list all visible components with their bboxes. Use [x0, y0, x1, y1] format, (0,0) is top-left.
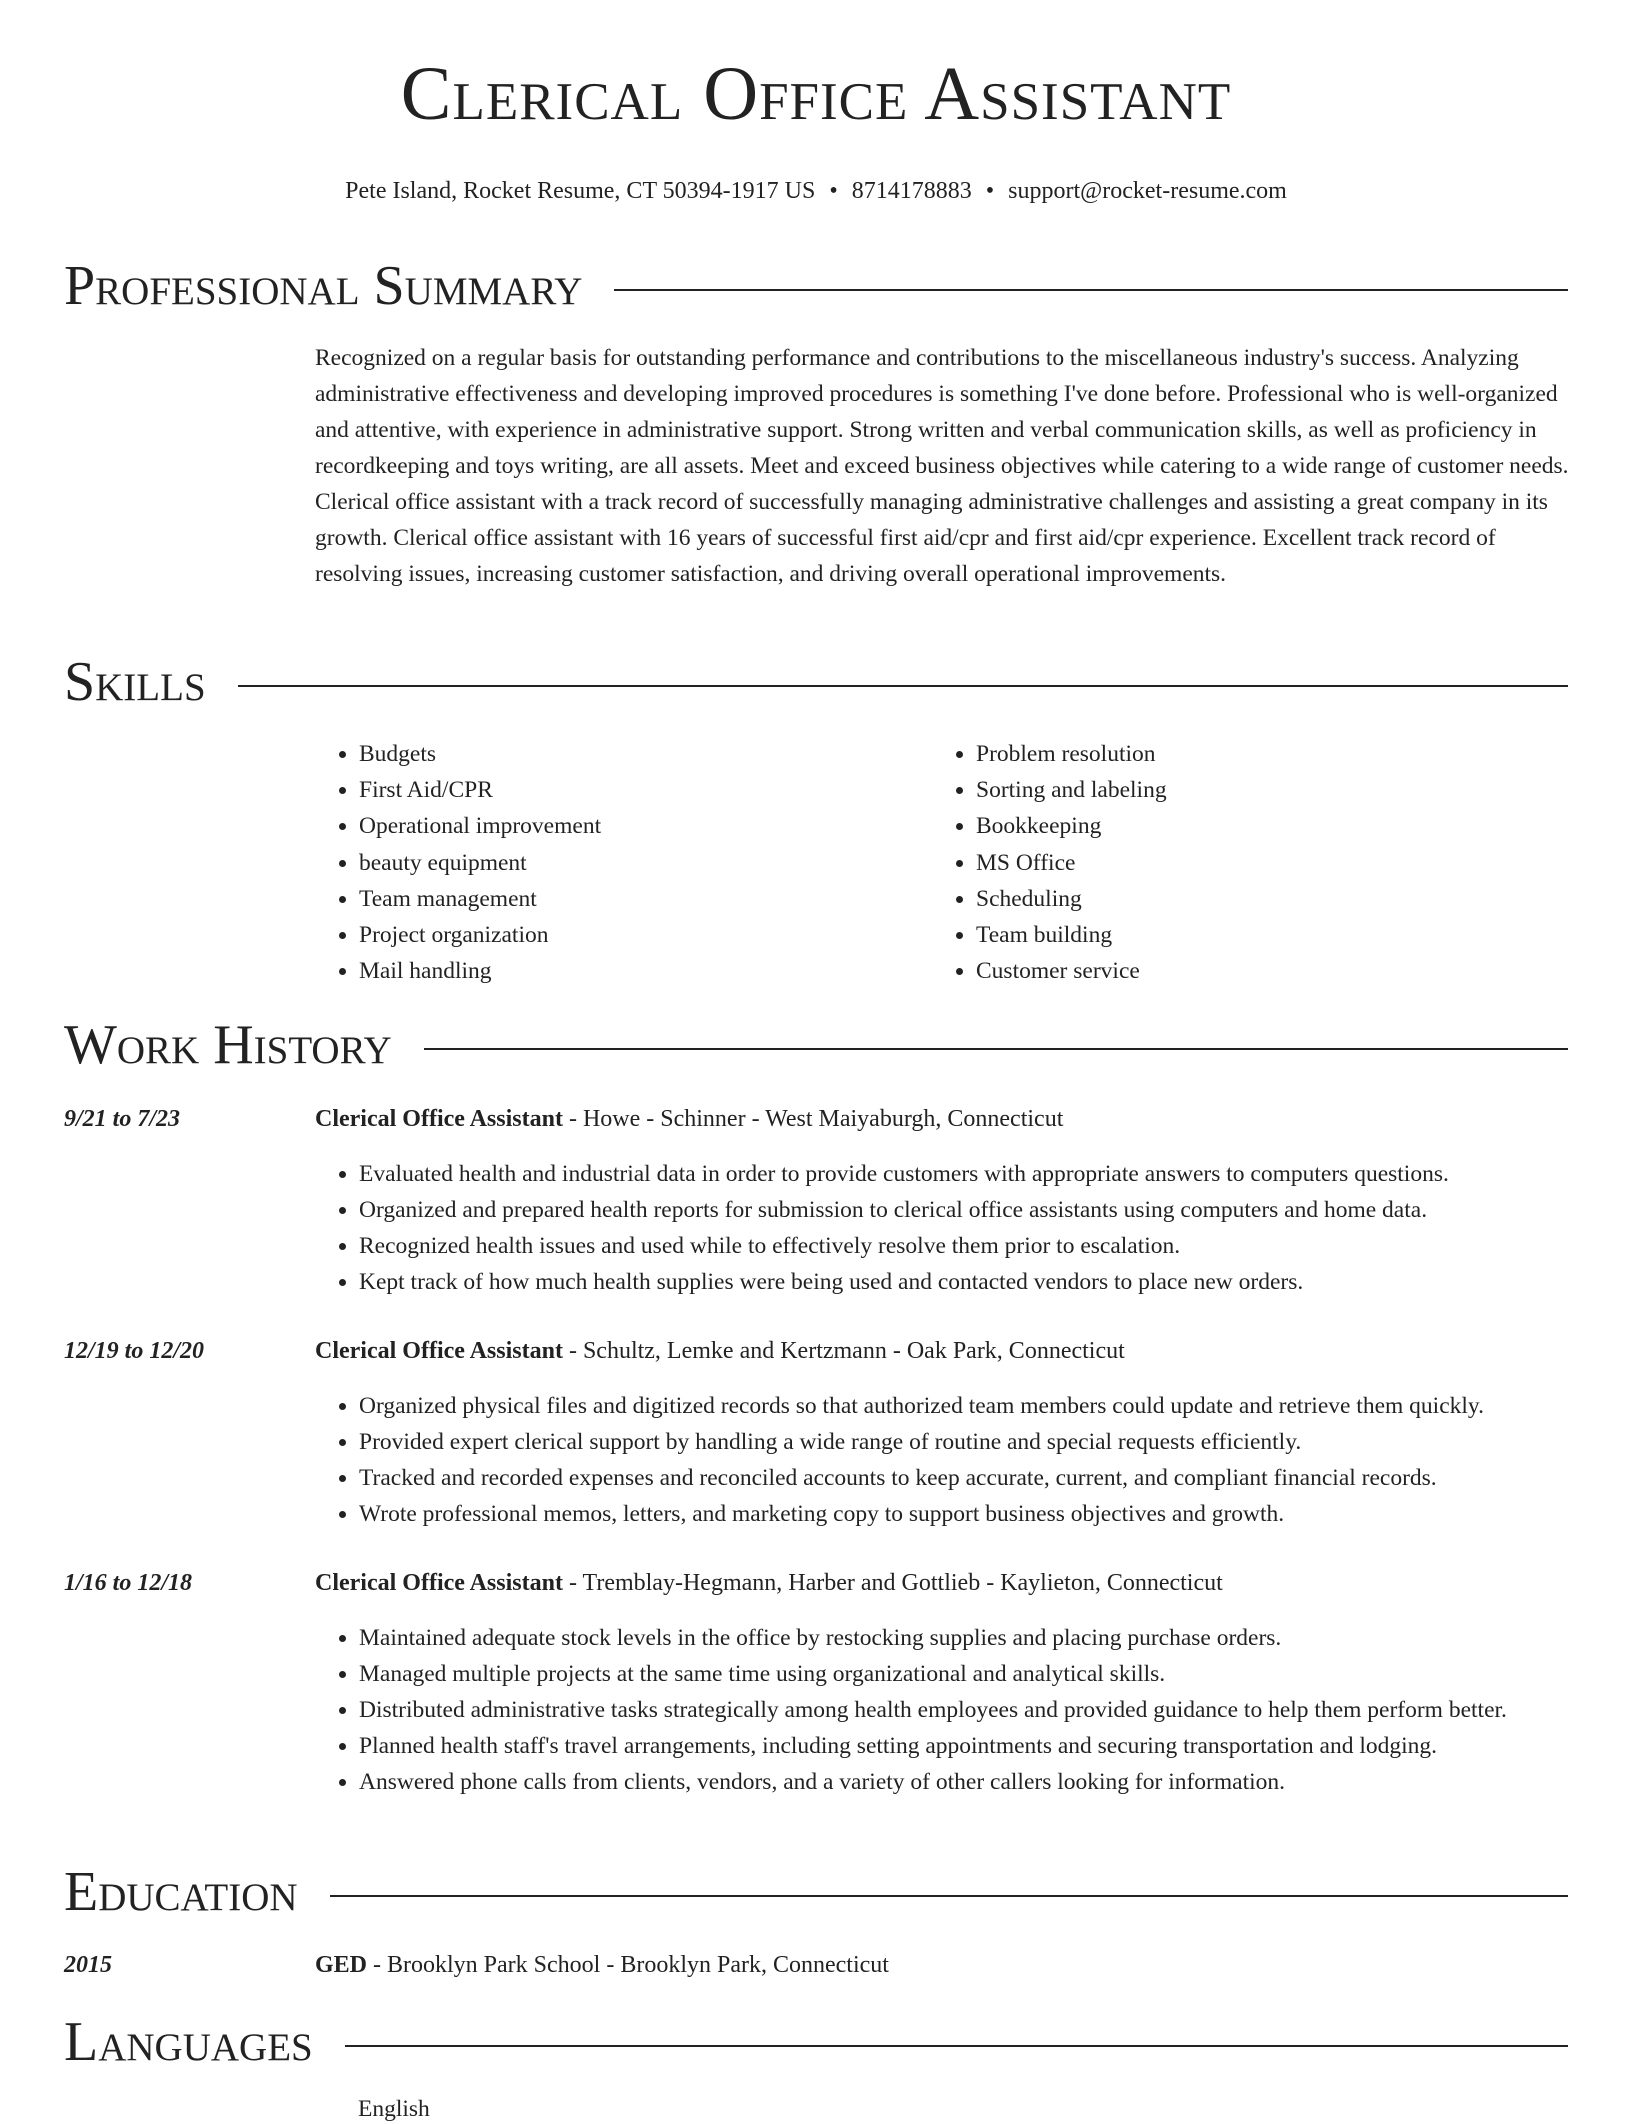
job-role: Clerical Office Assistant [315, 1338, 563, 1364]
section-divider [238, 685, 1568, 687]
section-header-work [64, 1014, 1568, 1076]
job-bullets [315, 1388, 1570, 1532]
contact-email: support@rocket-resume.com [1008, 178, 1287, 204]
education-degree: GED [315, 1952, 368, 1978]
section-title-summary: Professional Summary [64, 255, 583, 317]
job-bullet: • Maintained adequate stock levels in the office by restocking supplies and placing purchase orders. [359, 1620, 1570, 1656]
job-bullet: • Recognized health issues and used while to effectively resolve them prior to escalation. [359, 1228, 1570, 1264]
contact-address: Pete Island, Rocket Resume, CT 50394-1917 US [345, 178, 816, 204]
job-bullet: • Distributed administrative tasks strategically among health employees and provided guidance to help them perform better. [359, 1692, 1570, 1728]
job-heading [315, 1568, 1223, 1598]
job-employer: - Tremblay-Hegmann, Harber and Gottlieb - Kaylieton, Connecticut [562, 1570, 1223, 1596]
job-dates: 1/16 to 12/18 [64, 1570, 193, 1596]
skill-item: • Team management [359, 881, 932, 917]
skill-item: • Project organization [359, 917, 932, 953]
job-heading [315, 1336, 1125, 1366]
job-bullets [315, 1156, 1570, 1300]
section-header-languages [64, 2011, 1568, 2073]
job-employer: - Schultz, Lemke and Kertzmann - Oak Park, Connecticut [562, 1338, 1125, 1364]
education-school: - Brooklyn Park School - Brooklyn Park, Connecticut [367, 1952, 889, 1978]
skill-item: • Customer service [976, 953, 1549, 989]
contact-phone: 8714178883 [851, 178, 972, 204]
skill-item: • beauty equipment [359, 845, 932, 881]
contact-line [64, 176, 1568, 206]
job-bullets [315, 1620, 1570, 1800]
skill-item: • Mail handling [359, 953, 932, 989]
section-title-skills: Skills [64, 651, 206, 713]
job-bullet: • Tracked and recorded expenses and reconciled accounts to keep accurate, current, and compliant financial records. [359, 1460, 1570, 1496]
job-role: Clerical Office Assistant [315, 1570, 563, 1596]
section-header-skills [64, 651, 1568, 713]
section-divider [424, 1048, 1568, 1050]
skills-column-right [932, 736, 1549, 989]
job-employer: - Howe - Schinner - West Maiyaburgh, Connecticut [562, 1106, 1064, 1132]
job-bullet: • Planned health staff's travel arrangements, including setting appointments and securing transportation and lodging. [359, 1728, 1570, 1764]
skill-item: • First Aid/CPR [359, 772, 932, 808]
job-bullet: • Organized physical files and digitized records so that authorized team members could update and retrieve them quickly. [359, 1388, 1570, 1424]
job-dates: 9/21 to 7/23 [64, 1106, 181, 1132]
skill-item: • Sorting and labeling [976, 772, 1549, 808]
resume-title: Clerical Office Assistant [400, 52, 1232, 136]
section-header-education [64, 1861, 1568, 1923]
job-bullet: • Organized and prepared health reports for submission to clerical office assistants using computers and home data. [359, 1192, 1570, 1228]
section-divider [614, 289, 1568, 291]
job-bullet: • Evaluated health and industrial data in order to provide customers with appropriate answers to computers questions. [359, 1156, 1570, 1192]
skill-item: • Problem resolution [976, 736, 1549, 772]
section-divider [345, 2045, 1568, 2047]
job-dates: 12/19 to 12/20 [64, 1338, 205, 1364]
skills-column-left [315, 736, 932, 989]
skill-item: • MS Office [976, 845, 1549, 881]
section-header-summary [64, 255, 1568, 317]
job-bullet: • Provided expert clerical support by handling a wide range of routine and special requests efficiently. [359, 1424, 1570, 1460]
job-heading [315, 1104, 1063, 1134]
language-item: English [358, 2096, 430, 2122]
job-bullet: • Answered phone calls from clients, vendors, and a variety of other callers looking for information. [359, 1764, 1570, 1800]
job-bullet: • Managed multiple projects at the same time using organizational and analytical skills. [359, 1656, 1570, 1692]
skill-item: • Scheduling [976, 881, 1549, 917]
contact-separator: • [829, 178, 838, 204]
skill-item: • Bookkeeping [976, 808, 1549, 844]
job-bullet: • Kept track of how much health supplies were being used and contacted vendors to place new orders. [359, 1264, 1570, 1300]
job-bullet: • Wrote professional memos, letters, and marketing copy to support business objectives and growth. [359, 1496, 1570, 1532]
education-year: 2015 [64, 1952, 112, 1978]
education-heading [315, 1950, 889, 1980]
skill-item: • Operational improvement [359, 808, 932, 844]
summary-text: Recognized on a regular basis for outstanding performance and contributions to the miscellaneous industry's success. Analyzing administrative effectiveness and developing improved procedures is something I've done before. Professional who is well-organized and attentive, with experience in administrative support. Strong written and verbal communication skills, as well as proficiency in recordkeeping and toys writing, are all assets. Meet and exceed business objectives while catering to a wide range of customer needs. Clerical office assistant with a track record of successfully managing administrative challenges and assisting a great company in its growth. Clerical office assistant with 16 years of successful first aid/cpr and first aid/cpr experience. Excellent track record of resolving issues, increasing customer satisfaction, and driving overall operational improvements. [315, 345, 1569, 587]
section-title-education: Education [64, 1861, 298, 1923]
job-role: Clerical Office Assistant [315, 1106, 563, 1132]
section-title-languages: Languages [64, 2011, 313, 2073]
skill-item: • Team building [976, 917, 1549, 953]
contact-separator: • [985, 178, 995, 204]
skills-list [315, 736, 1570, 989]
section-title-work: Work History [64, 1014, 392, 1076]
section-divider [330, 1895, 1568, 1897]
skill-item: • Budgets [359, 736, 932, 772]
